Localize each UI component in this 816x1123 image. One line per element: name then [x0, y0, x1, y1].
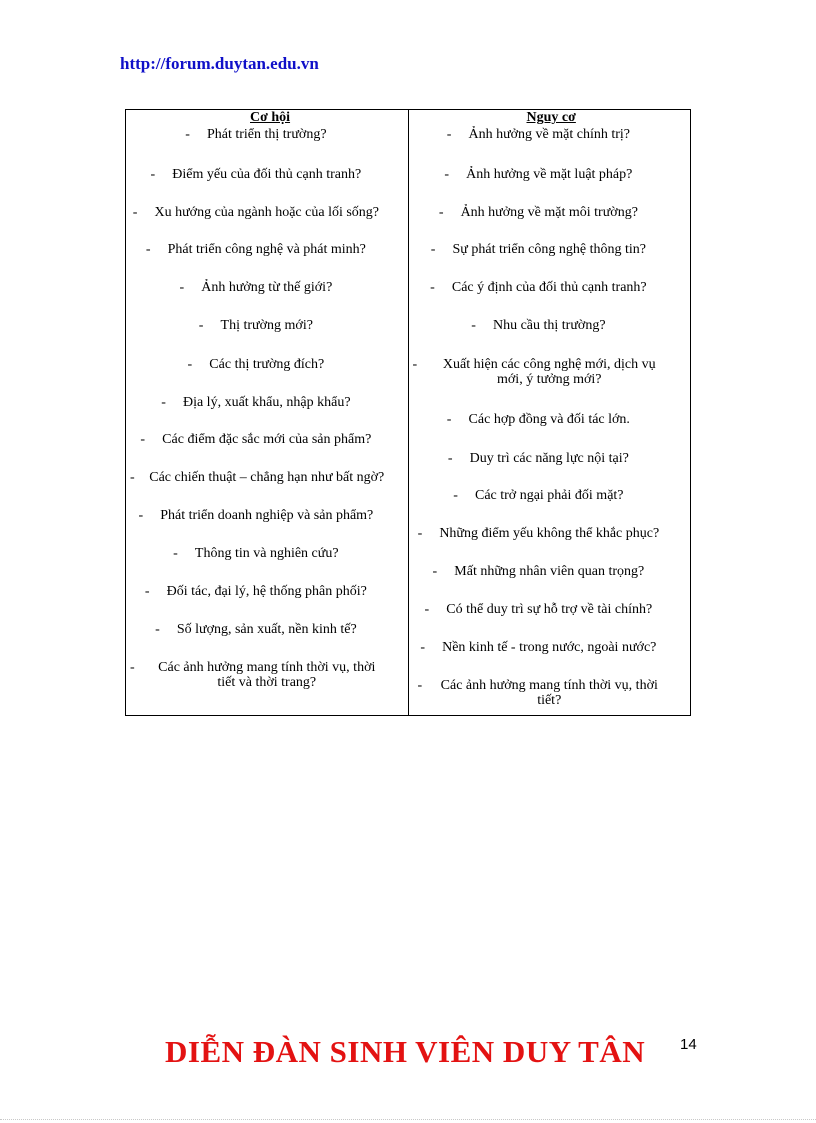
footer-title: DIỄN ĐÀN SINH VIÊN DUY TÂN [165, 1034, 646, 1069]
list-item-text: Phát triển doanh nghiệp và sản phẩm? [160, 508, 374, 523]
list-item [126, 127, 408, 142]
list-item-text: Những điểm yếu không thể khắc phục? [439, 526, 660, 541]
list-item-text: Các thị trường đích? [209, 357, 325, 372]
bullet-dash: - [446, 412, 452, 427]
list-item [409, 280, 691, 295]
list-item [409, 412, 691, 427]
list-item [126, 395, 408, 410]
bullet-dash: - [412, 357, 418, 372]
threats-column [409, 110, 691, 715]
bullet-dash: - [132, 205, 138, 220]
bullet-dash: - [185, 127, 190, 142]
list-item-text: Ảnh hưởng về mặt môi trường? [460, 205, 638, 220]
list-item-text: Đối tác, đại lý, hệ thống phân phối? [166, 584, 367, 599]
list-item-text: Các điểm đặc sắc mới của sản phẩm? [162, 432, 372, 447]
bullet-dash: - [150, 167, 156, 182]
bullet-dash: - [179, 280, 185, 295]
list-item-text: Ảnh hưởng về mặt luật pháp? [466, 167, 633, 182]
threats-title: Nguy cơ [526, 110, 576, 125]
list-item-text: Xu hướng của ngành hoặc của lối sống? [154, 205, 380, 220]
list-item [126, 280, 408, 295]
list-item-text: Các ảnh hưởng mang tính thời vụ, thời tiết? [440, 678, 658, 708]
list-item-text: Thị trường mới? [220, 318, 313, 333]
bullet-dash: - [145, 242, 151, 257]
bullet-dash: - [173, 546, 178, 561]
list-item [409, 167, 691, 182]
list-item [409, 318, 691, 333]
list-item-text: Duy trì các năng lực nội tại? [469, 451, 629, 466]
list-item [409, 640, 691, 655]
list-item-text: Nền kinh tế - trong nước, ngoài nước? [442, 640, 657, 655]
list-item-text: Ảnh hưởng từ thế giới? [201, 280, 333, 295]
list-item-text: Ảnh hưởng về mặt chính trị? [468, 127, 631, 142]
page-number: 14 [680, 1036, 697, 1053]
list-item [126, 205, 408, 220]
list-item [126, 318, 408, 333]
list-item [126, 584, 408, 599]
list-item-text: Các trở ngại phải đối mặt? [474, 488, 624, 503]
list-item-text: Phát triển thị trường? [206, 127, 327, 142]
list-item-text: Các ảnh hưởng mang tính thời vụ, thời tiết và thời trang? [158, 660, 376, 690]
bullet-dash: - [161, 395, 166, 410]
list-item-text: Xuất hiện các công nghệ mới, dịch vụ mới, ý tưởng mới? [442, 357, 656, 387]
list-item [409, 451, 691, 466]
opportunities-column [126, 110, 409, 715]
list-item [409, 242, 691, 257]
bullet-dash: - [471, 318, 476, 333]
list-item-text: Mất những nhân viên quan trọng? [454, 564, 645, 579]
bullet-dash: - [144, 584, 150, 599]
list-item-text: Các ý định của đối thủ cạnh tranh? [451, 280, 647, 295]
bullet-dash: - [432, 564, 438, 579]
list-item-text: Các hợp đồng và đối tác lớn. [468, 412, 630, 427]
swot-table [125, 109, 691, 716]
list-item [409, 526, 691, 541]
list-item [126, 546, 408, 561]
bullet-dash: - [417, 526, 423, 541]
bullet-dash: - [424, 602, 430, 617]
list-item-text: Số lượng, sản xuất, nền kinh tế? [176, 622, 357, 637]
list-item-text: Nhu cầu thị trường? [492, 318, 606, 333]
bullet-dash: - [130, 470, 135, 485]
bullet-dash: - [453, 488, 458, 503]
bullet-dash: - [187, 357, 193, 372]
list-item [126, 242, 408, 257]
bullet-dash: - [417, 678, 423, 693]
bullet-dash: - [430, 280, 435, 295]
list-item-text: Sự phát triển công nghệ thông tin? [452, 242, 646, 257]
list-item [409, 678, 691, 708]
list-item [126, 357, 408, 372]
list-item [409, 488, 691, 503]
forum-url-link[interactable]: http://forum.duytan.edu.vn [120, 54, 319, 73]
bullet-dash: - [198, 318, 204, 333]
bullet-dash: - [444, 167, 450, 182]
opportunities-title: Cơ hội [250, 110, 291, 125]
list-item-text: Thông tin và nghiên cứu? [194, 546, 339, 561]
bullet-dash: - [420, 640, 426, 655]
list-item [126, 622, 408, 637]
bullet-dash: - [438, 205, 444, 220]
bullet-dash: - [138, 508, 144, 523]
list-item-text: Phát triển công nghệ và phát minh? [167, 242, 366, 257]
bullet-dash: - [130, 660, 135, 675]
list-item-text: Điểm yếu của đối thủ cạnh tranh? [172, 167, 362, 182]
list-item [409, 602, 691, 617]
list-item [126, 660, 408, 690]
bullet-dash: - [447, 451, 453, 466]
list-item-text: Có thể duy trì sự hỗ trợ về tài chính? [446, 602, 653, 617]
list-item-text: Địa lý, xuất khẩu, nhập khẩu? [182, 395, 351, 410]
list-item [409, 127, 691, 142]
list-item-text: Các chiến thuật – chẳng hạn như bất ngờ? [149, 470, 385, 485]
bullet-dash: - [446, 127, 452, 142]
list-item [409, 205, 691, 220]
list-item [409, 564, 691, 579]
list-item [126, 167, 408, 182]
bullet-dash: - [155, 622, 160, 637]
list-item [126, 508, 408, 523]
list-item [126, 470, 408, 485]
bullet-dash: - [430, 242, 436, 257]
list-item [126, 432, 408, 447]
page-bottom-rule [0, 1119, 816, 1120]
list-item [409, 357, 691, 387]
bullet-dash: - [140, 432, 146, 447]
